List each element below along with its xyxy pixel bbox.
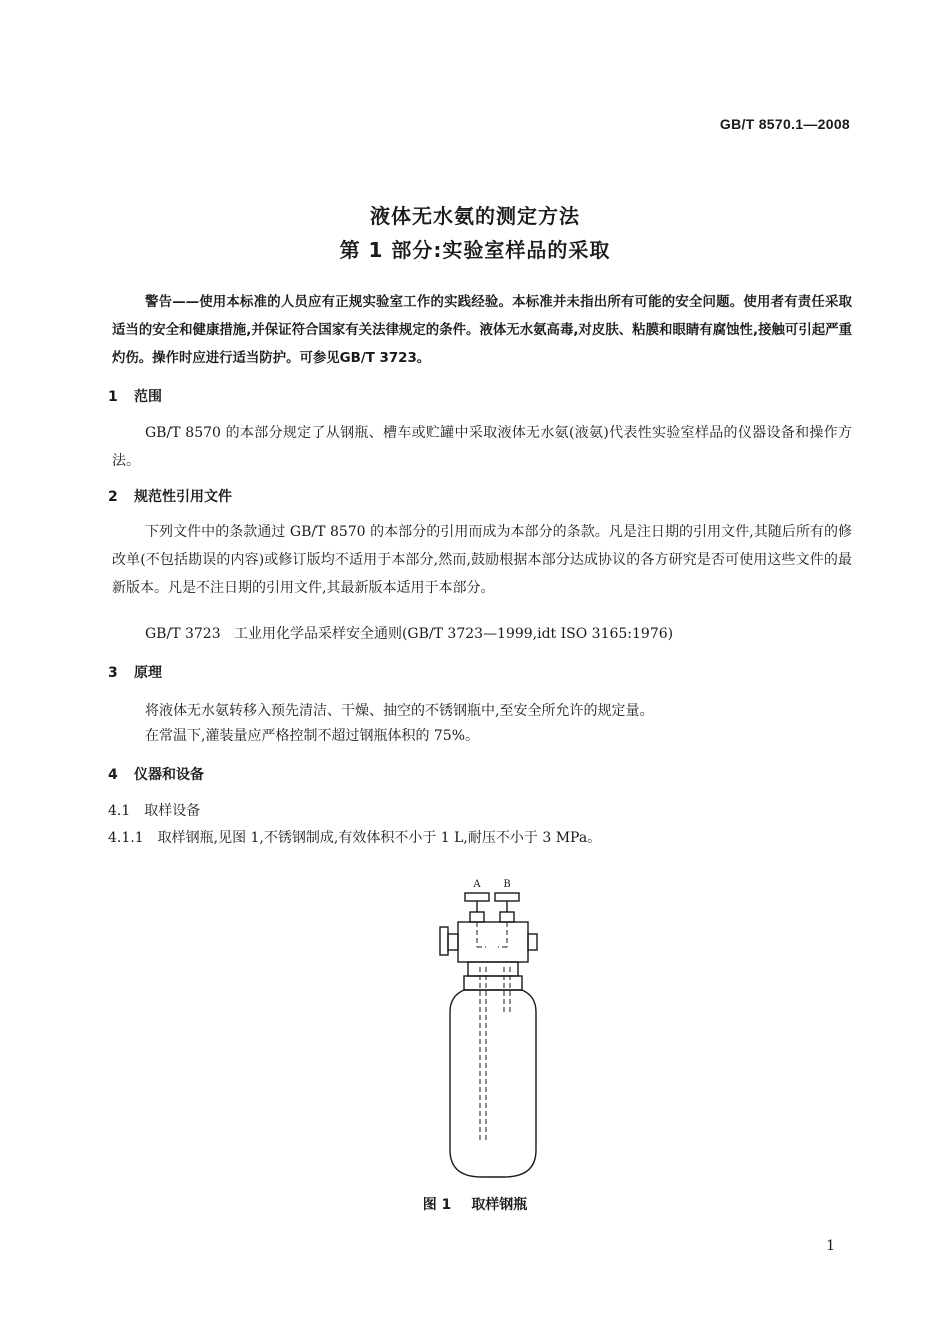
section-2-heading [108, 486, 232, 506]
valve-a-label: A [473, 879, 481, 890]
page-number: 1 [826, 1238, 835, 1254]
figure-caption [0, 1194, 950, 1214]
subsection-4-1 [108, 800, 200, 820]
subsection-number: 4.1 [108, 803, 131, 819]
side-knob [440, 927, 448, 955]
subsection-title: 取样设备 [144, 803, 201, 819]
valve-body [458, 922, 528, 962]
reference-title: 工业用化学品采样安全通则(GB/T 3723—1999,idt ISO 3165:1976) [233, 626, 674, 642]
section-1-text: GB/T 8570 的本部分规定了从钢瓶、槽车或贮罐中采取液体无水氨(液氨)代表性实验室样品的仪器设备和操作方法。 [112, 425, 852, 469]
sampling-cylinder-figure [420, 872, 550, 1187]
section-3-heading [108, 662, 162, 682]
warning-paragraph: 警告——使用本标准的人员应有正规实验室工作的实践经验。本标准并未指出所有可能的安全问题。使用者有责任采取适当的安全和健康措施,并保证符合国家有关法律规定的条件。液体无水氨高毒,对皮肤、粘膜和眼睛有腐蚀性,接触可引起严重灼伤。操作时应进行适当防护。可参见GB/T 3723。 [112, 295, 852, 366]
valve-b-handle [495, 893, 519, 901]
document-subtitle: 第 1 部分:实验室样品的采取 [339, 238, 611, 262]
section-3-line-2: 在常温下,灌装量应严格控制不超过钢瓶体积的 75%。 [145, 728, 480, 744]
section-title: 仪器和设备 [134, 767, 204, 783]
cylinder-body [450, 990, 536, 1177]
section-number: 3 [108, 665, 118, 681]
section-number: 1 [108, 389, 118, 405]
subsection-number: 4.1.1 [108, 830, 144, 846]
valve-b-label: B [503, 879, 511, 890]
standard-number: GB/T 8570.1—2008 [719, 116, 850, 132]
section-number: 4 [108, 767, 118, 783]
subsection-text: 取样钢瓶,见图 1,不锈钢制成,有效体积不小于 1 L,耐压不小于 3 MPa。 [157, 830, 602, 846]
section-title: 规范性引用文件 [134, 489, 232, 505]
figure-number: 图 1 [422, 1197, 452, 1213]
section-2-text: 下列文件中的条款通过 GB/T 8570 的本部分的引用而成为本部分的条款。凡是注日期的引用文件,其随后所有的修改单(不包括勘误的内容)或修订版均不适用于本部分,然而,鼓励根据本部分达成协议的各方研究是否可使用这些文件的最新版本。凡是不注日期的引用文件,其最新版本适用于本部分。 [112, 524, 852, 596]
reference-code: GB/T 3723 [145, 626, 221, 642]
section-title: 范围 [134, 389, 162, 405]
section-number: 2 [108, 489, 118, 505]
section-1-heading [108, 386, 162, 406]
section-4-heading [108, 764, 204, 784]
subsection-4-1-1 [108, 827, 601, 847]
side-port [528, 934, 537, 950]
section-title: 原理 [134, 665, 162, 681]
figure-title: 取样钢瓶 [471, 1197, 528, 1213]
section-3-line-1: 将液体无水氨转移入预先清洁、干燥、抽空的不锈钢瓶中,至安全所允许的规定量。 [145, 703, 654, 719]
valve-a-handle [465, 893, 489, 901]
document-title: 液体无水氨的测定方法 [370, 204, 580, 228]
normative-reference [145, 623, 673, 643]
